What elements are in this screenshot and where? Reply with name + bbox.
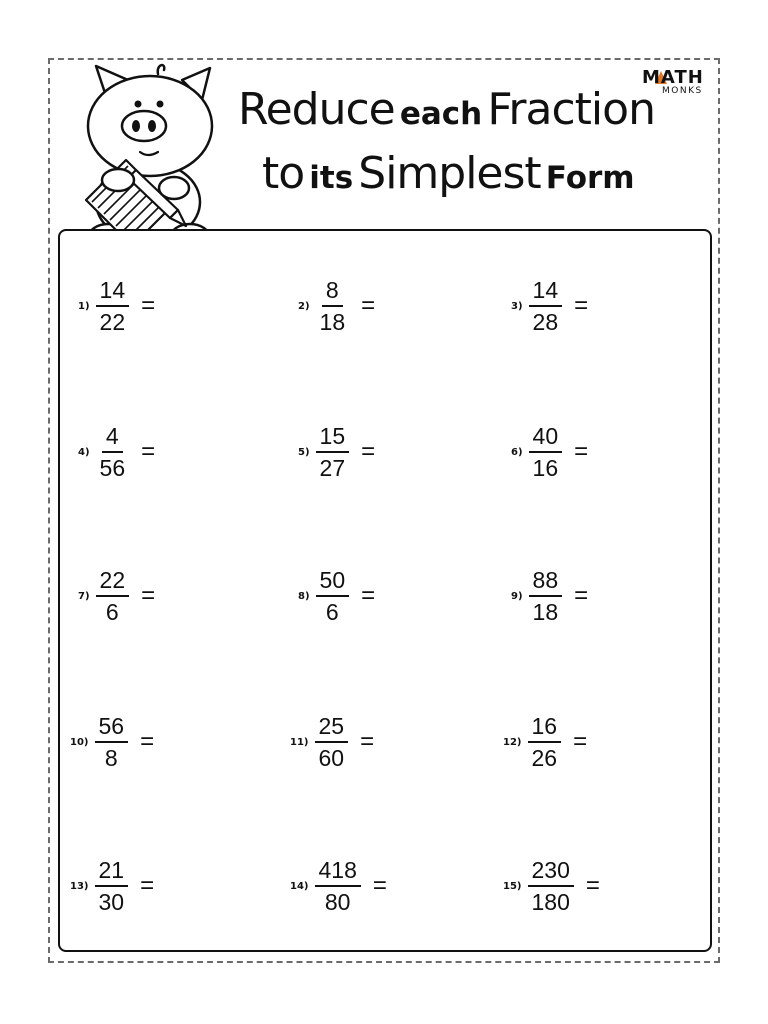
- problem-13: [70, 851, 154, 921]
- equals-sign: =: [585, 872, 600, 899]
- denominator: 27: [319, 455, 346, 481]
- problem-4: [78, 417, 155, 487]
- title-word: Fraction: [487, 84, 655, 135]
- title-word: Form: [545, 160, 635, 196]
- problem-number: 13): [70, 880, 89, 892]
- numerator: 14: [96, 277, 130, 307]
- denominator: 22: [99, 309, 126, 335]
- problem-number: 4): [78, 446, 90, 458]
- fraction: [95, 857, 129, 915]
- equals-sign: =: [361, 582, 376, 609]
- fraction: [316, 567, 350, 625]
- denominator: 6: [105, 599, 119, 625]
- denominator: 6: [325, 599, 339, 625]
- denominator: 60: [318, 745, 345, 771]
- problem-number: 12): [503, 736, 522, 748]
- logo-main-text: MATH: [642, 67, 704, 88]
- problem-5: [298, 417, 375, 487]
- numerator: 88: [529, 567, 563, 597]
- problem-10: [70, 707, 154, 777]
- problem-number: 10): [70, 736, 89, 748]
- problem-6: [511, 417, 588, 487]
- problem-14: [290, 851, 387, 921]
- numerator: 40: [529, 423, 563, 453]
- fraction: [316, 277, 350, 335]
- fraction: [316, 423, 350, 481]
- problem-number: 7): [78, 590, 90, 602]
- numerator: 14: [529, 277, 563, 307]
- problem-1: [78, 271, 155, 341]
- fraction: [96, 567, 130, 625]
- equals-sign: =: [574, 292, 589, 319]
- title-word: to: [262, 148, 305, 199]
- equals-sign: =: [141, 292, 156, 319]
- denominator: 18: [319, 309, 346, 335]
- problem-3: [511, 271, 588, 341]
- numerator: 56: [95, 713, 129, 743]
- problem-9: [511, 561, 588, 631]
- problem-2: [298, 271, 375, 341]
- problem-number: 5): [298, 446, 310, 458]
- equals-sign: =: [360, 728, 375, 755]
- problem-number: 6): [511, 446, 523, 458]
- problem-12: [503, 707, 587, 777]
- equals-sign: =: [141, 582, 156, 609]
- fraction: [96, 277, 130, 335]
- fraction: [95, 713, 129, 771]
- problem-box: [58, 229, 712, 952]
- fraction: [96, 423, 130, 481]
- numerator: 4: [102, 423, 123, 453]
- fraction: [315, 713, 349, 771]
- denominator: 28: [532, 309, 559, 335]
- equals-sign: =: [140, 728, 155, 755]
- problem-number: 1): [78, 300, 90, 312]
- equals-sign: =: [140, 872, 155, 899]
- title-word: its: [309, 160, 354, 196]
- denominator: 180: [531, 889, 570, 915]
- title-word: Reduce: [238, 84, 395, 135]
- numerator: 16: [528, 713, 562, 743]
- denominator: 56: [99, 455, 126, 481]
- equals-sign: =: [372, 872, 387, 899]
- equals-sign: =: [361, 292, 376, 319]
- problem-11: [290, 707, 374, 777]
- problem-number: 14): [290, 880, 309, 892]
- fraction: [315, 857, 361, 915]
- equals-sign: =: [573, 728, 588, 755]
- denominator: 80: [324, 889, 351, 915]
- title-word: Simplest: [358, 148, 541, 199]
- numerator: 25: [315, 713, 349, 743]
- fraction: [529, 423, 563, 481]
- title-word: each: [399, 96, 483, 132]
- numerator: 418: [315, 857, 361, 887]
- problem-number: 3): [511, 300, 523, 312]
- numerator: 8: [322, 277, 343, 307]
- fraction: [529, 277, 563, 335]
- denominator: 8: [104, 745, 118, 771]
- logo-sub-text: MONKS: [662, 86, 703, 96]
- problem-number: 11): [290, 736, 309, 748]
- problem-number: 15): [503, 880, 522, 892]
- numerator: 50: [316, 567, 350, 597]
- denominator: 18: [532, 599, 559, 625]
- numerator: 230: [528, 857, 574, 887]
- problem-8: [298, 561, 375, 631]
- numerator: 21: [95, 857, 129, 887]
- fraction: [529, 567, 563, 625]
- title-line-2: [262, 148, 635, 199]
- equals-sign: =: [141, 438, 156, 465]
- equals-sign: =: [574, 438, 589, 465]
- problem-number: 2): [298, 300, 310, 312]
- equals-sign: =: [361, 438, 376, 465]
- fraction: [528, 713, 562, 771]
- problem-7: [78, 561, 155, 631]
- fraction: [528, 857, 574, 915]
- equals-sign: =: [574, 582, 589, 609]
- denominator: 26: [531, 745, 558, 771]
- problem-number: 8): [298, 590, 310, 602]
- numerator: 15: [316, 423, 350, 453]
- numerator: 22: [96, 567, 130, 597]
- denominator: 30: [98, 889, 125, 915]
- denominator: 16: [532, 455, 559, 481]
- problem-15: [503, 851, 600, 921]
- problem-number: 9): [511, 590, 523, 602]
- title-line-1: [238, 84, 655, 135]
